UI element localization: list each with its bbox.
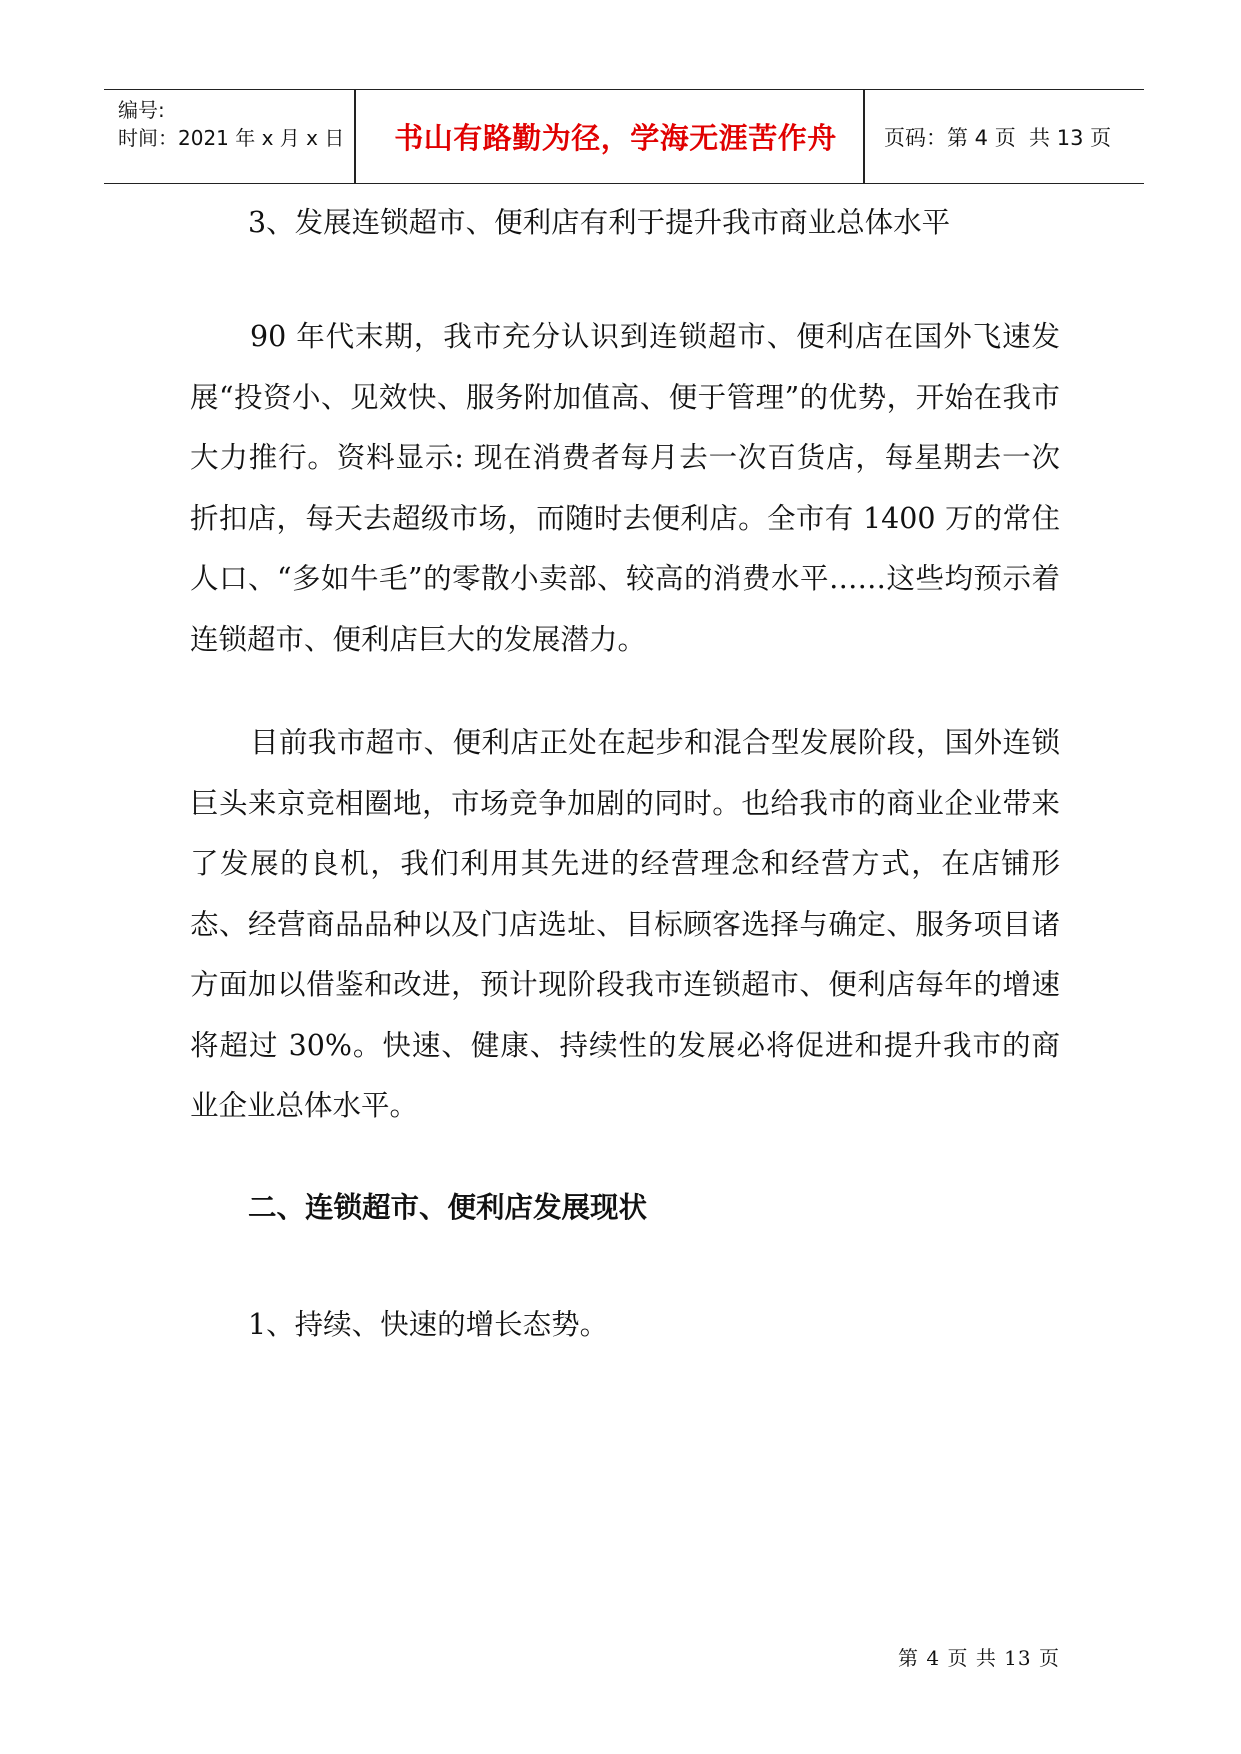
- header-page-info: 页码：第 4 页 共 13 页: [884, 125, 1112, 150]
- doc-number-label: 编号:: [118, 98, 165, 122]
- time-label: 时间：2021 年 x 月 x 日: [118, 126, 345, 150]
- paragraph-2: 目前我市超市、便利店正处在起步和混合型发展阶段，国外连锁巨头来京竞相圈地，市场竞争加剧的同时。也给我市的商业企业带来了发展的良机，我们利用其先进的经营理念和经营方式，在店铺形态、经营商品品种以及门店选址、目标顾客选择与确定、服务项目诸方面加以借鉴和改进，预计现阶段我市连锁超市、便利店每年的增速将超过 30%。快速、健康、持续性的发展必将促进和提升我市的商业企业总体水平。: [190, 726, 1060, 1122]
- subheading-3: 3、发展连锁超市、便利店有利于提升我市商业总体水平: [248, 206, 951, 239]
- header-divider: [354, 90, 356, 183]
- page-header: [104, 89, 1144, 184]
- header-motto: 书山有路勤为径，学海无涯苦作舟: [394, 121, 837, 155]
- subsection-1: 1、持续、快速的增长态势。: [248, 1308, 609, 1341]
- header-divider: [863, 90, 865, 183]
- page-footer: 第 4 页 共 13 页: [898, 1646, 1060, 1670]
- paragraph-1: 90 年代末期，我市充分认识到连锁超市、便利店在国外飞速发展“投资小、见效快、服务附加值高、便于管理”的优势，开始在我市大力推行。资料显示: 现在消费者每月去一次百货店，每星期去一次折扣店，每天去超级市场，而随时去便利店。全市有 1400 万的常住人口、“多如牛毛”的零散小卖部、较高的消费水平……这些均预示着连锁超市、便利店巨大的发展潜力。: [190, 320, 1060, 656]
- section-title-2: 二、连锁超市、便利店发展现状: [248, 1191, 648, 1224]
- header-meta: [118, 96, 358, 152]
